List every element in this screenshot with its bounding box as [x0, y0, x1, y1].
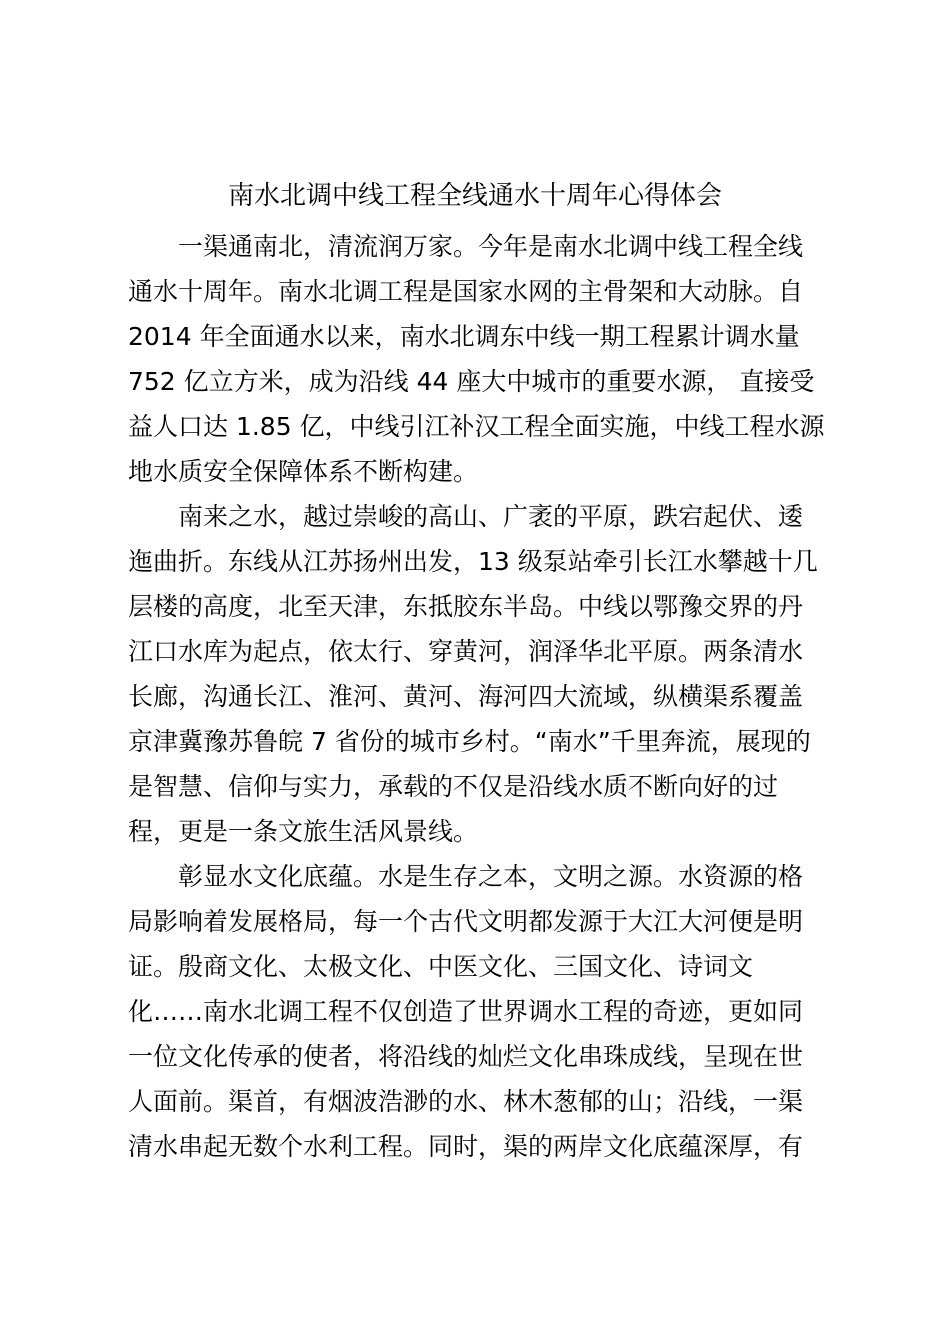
paragraph-line: 752 亿立方米，成为沿线 44 座大中城市的重要水源， 直接受 [128, 367, 815, 396]
paragraph-2 [128, 494, 828, 854]
paragraph-line: 南来之水，越过崇峻的高山、广袤的平原，跌宕起伏、逶 [178, 502, 804, 531]
paragraph-line: 迤曲折。东线从江苏扬州出发，13 级泵站牵引长江水攀越十几 [128, 547, 818, 576]
paragraph-1 [128, 224, 828, 494]
paragraph-line: 清水串起无数个水利工程。同时，渠的两岸文化底蕴深厚，有 [128, 1132, 804, 1161]
paragraph-line: 地水质安全保障体系不断构建。 [128, 457, 479, 486]
paragraph-3 [128, 854, 828, 1169]
paragraph-line: 一位文化传承的使者，将沿线的灿烂文化串珠成线，呈现在世 [128, 1042, 804, 1071]
paragraph-line: 长廊，沟通长江、淮河、黄河、海河四大流域，纵横渠系覆盖 [128, 682, 804, 711]
paragraph-line: 通水十周年。南水北调工程是国家水网的主骨架和大动脉。自 [128, 277, 804, 306]
paragraph-line: 彰显水文化底蕴。水是生存之本，文明之源。水资源的格 [178, 862, 804, 891]
paragraph-line: 是智慧、信仰与实力，承载的不仅是沿线水质不断向好的过 [128, 772, 779, 801]
paragraph-line: 益人口达 1.85 亿，中线引江补汉工程全面实施，中线工程水源 [128, 412, 825, 441]
document-body [128, 224, 828, 1169]
paragraph-line: 局影响着发展格局，每一个古代文明都发源于大江大河便是明 [128, 907, 804, 936]
paragraph-line: 人面前。渠首，有烟波浩渺的水、林木葱郁的山；沿线，一渠 [128, 1087, 804, 1116]
paragraph-line: 江口水库为起点，依太行、穿黄河，润泽华北平原。两条清水 [128, 637, 804, 666]
paragraph-line: 层楼的高度，北至天津，东抵胶东半岛。中线以鄂豫交界的丹 [128, 592, 804, 621]
paragraph-line: 2014 年全面通水以来，南水北调东中线一期工程累计调水量 [128, 322, 800, 351]
paragraph-line: 一渠通南北，清流润万家。今年是南水北调中线工程全线 [178, 232, 804, 261]
paragraph-line: 证。殷商文化、太极文化、中医文化、三国文化、诗词文 [128, 952, 754, 981]
document-title: 南水北调中线工程全线通水十周年心得体会 [227, 181, 722, 211]
paragraph-line: 程，更是一条文旅生活风景线。 [128, 817, 479, 846]
paragraph-line: 化……南水北调工程不仅创造了世界调水工程的奇迹，更如同 [128, 997, 804, 1026]
paragraph-line: 京津冀豫苏鲁皖 7 省份的城市乡村。“南水”千里奔流，展现的 [128, 727, 811, 756]
